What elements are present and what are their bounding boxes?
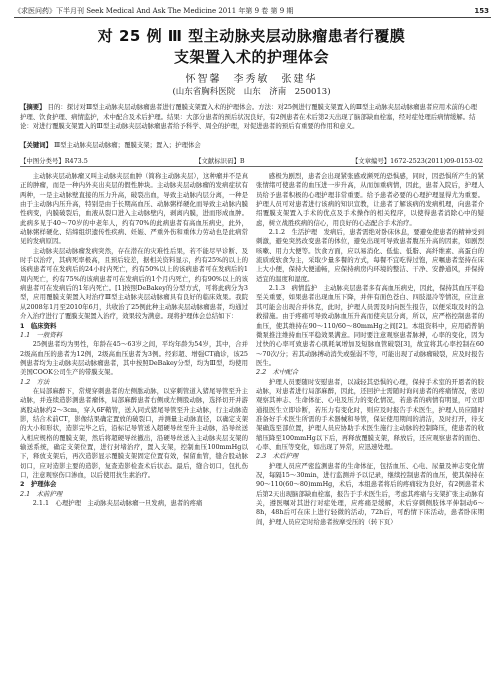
body-column-left <box>20 172 248 508</box>
section-heading: 2.1 术前护理 <box>20 489 63 498</box>
article-title-line-1: 对 25 例 Ⅲ 型主动脉夹层动脉瘤患者行覆膜 <box>97 27 406 45</box>
body-paragraph: 2.1.2 生活护理 发病后，患者需绝对卧床休息，要避免使患者的精神受到刺激，避免突然改变患者的体位，避免出现可导致患者腹压升高的因素，如剧烈咳嗽、用力大便等。饮食方面，应以易消化、低盐、低脂、高纤维素、高蛋白的流质或软食为主，采取少量多餐的方式，每餐不宜吃得过饱，应嘱患者坚持在床上大小便，保持大便通畅，应保持病房内环境的整洁、干净、安静通风，并保持适宜的温度和湿度。 <box>256 228 484 283</box>
journal-name: 《求医问药》下半月刊 Seek Medical And Ask The Medicine 2011 年第 9 卷 第 9 期 <box>14 7 294 15</box>
body-paragraph: 感极为剧烈，患者会出现紧张感或濒死的恐惧感，同时，因恐惧所产生的紧张情绪可使患者的血压进一步升高，从而加重病情，因此，患者入院后，护理人员给予患者积极的心理护理非常重要。给予患者必要的心理护理显得尤为重要。护理人员可对患者进行该病的知识宣教，让患者了解该病的发病机理，向患者介绍覆膜支架置入手术的优点及手术操作的相关程序，以使得患者消除心中的疑虑，树立战胜疾病的信心，用良好的心态配合手术治疗。 <box>256 172 484 227</box>
class-number: 【中图分类号】R473.5 <box>20 157 88 165</box>
running-header <box>14 5 491 18</box>
section-heading: 2.2 术中配合 <box>256 368 299 377</box>
keywords-label: 【关键词】 <box>20 141 52 149</box>
body-paragraph: 护理人员要随时安慰患者，以减轻其恐惧的心理，保持手术室的开恩者的胶动脉，对患者进行局部麻醉，因此，还回护士需随时询问患者的疼痛情况，密切观察其神志、生命体征、心电及压力的变化情况，若患者的病情有明显，可立即通报医生立即诊断，若压力有变化时，则应及时报告手术医生，护理人员应随时准备好手术医生所需的手术器械和导管，保证使用期间的清洁，及时打开，待支架确选至部位置，护理人员应协助手术医生施行主动脉的控制降压，使患者的收缩压降至100mmHg以下后，再释放覆膜支架，释放后，还应观察患者的面色、心率、血压等变化，如出现了异常，应迅速处理。 <box>256 377 484 451</box>
body-paragraph: 2.1.3 病情监护 主动脉夹层患者多有高血压病史，因此，保持其血压平稳至关重要，如果患者出现血压下降，并伴有面色苍白、四肢湿冷等情况，应注意其可能会出现合并休克，此时，护理人员需及时向医生报告，以便采取及时的急救措施。由于疼痛可导致动脉血压升高而使夹层分离，所以，应严格控制患者的血压，使其维持在90～110/60～80mmHg之间[2]。本组资料中，应用硝普钠微泵推注维持血压平稳效果满意。同时要注意观察患者脉搏，心率的变化，因为过快的心率可致患者心肌耗氧增加及短脉血管破裂[3]，故宜将其心率控制在60～70次/分；若其动脉搏动消失或强弱不等，可能出现了动脉瘤破裂，应及时报告医生。 <box>256 284 484 367</box>
section-heading: 2 护理体会 <box>20 480 57 489</box>
article-title-line-2: 支架置入术的护理体会 <box>173 48 329 66</box>
classification-row <box>20 156 483 165</box>
document-code: 【文献标识码】B <box>195 157 245 165</box>
body-paragraph: 25例患者均为男性，年龄在45～63岁之间，平均年龄为54岁，其中，合并2级高血压的患者为12例，2级高血压患者为3例。经彩超、增强CT确诊，该25例患者均为主动脉夹层动脉瘤患者，其中按照DeBakey分型，均为Ⅲ型，均使用美国COOK公司生产的带膜支架。 <box>20 340 248 377</box>
body-column-right <box>256 172 484 527</box>
divider-rule <box>20 166 483 167</box>
abstract <box>20 103 483 132</box>
body-paragraph: 主动脉夹层动脉瘤又叫主动脉夹层血肿（简称主动脉夹层），这种瘤并不是真正的肿瘤，而是一种内外夹出夹层的假性肿块。主动脉夹层动脉瘤的发病症状有两种，一是主动脉壁直接的压力升高，破裂出血，导致主动脉内层分离，一种是由于主动脉内压升高，特别是由于长期高血压、动脉粥样硬化而导致主动脉内膜性病变，内膜破裂后，血液从裂口进入主动脉壁内，剥离内膜，进而形成血肿。此病多见于40～70岁的中老年人，约有70%的此病患者有高血压病史，此外，动脉粥样硬化、结缔组织遗传性疾病、妊娠、严重外伤和重体力劳动也是此病常见的发病原因。 <box>20 172 248 246</box>
page-number: 153 <box>474 7 489 15</box>
author-list: 怀智馨 李秀敏 张建华 <box>185 74 318 85</box>
section-heading: 2.3 术后护理 <box>256 452 299 461</box>
abstract-text: 目的：探讨对Ⅲ型主动脉夹层动脉瘤患者进行覆膜支架置入术的护理体会。方法：对25例进行覆膜支架置入的Ⅲ型主动脉夹层动脉瘤患者应用术前的心理护理、饮食护理、病情监护，术中配合及术后护理。结果：大部分患者的预后状况良好，有2例患者在术后第2天出现了脑部缺血栓塞，经对症处理后病情缓解。结论：对进行覆膜支架置入的Ⅲ型主动脉夹层动脉瘤患者给予科学、周全的护理，对促进患者的预后有重要的作用和意义。 <box>20 103 478 131</box>
author-affiliation: (山东省胸科医院 山东 济南 250013) <box>172 87 331 97</box>
section-heading: 1.1 一般资料 <box>20 330 63 339</box>
article-number: 【文章编号】1672-2523(2011)09-0153-02 <box>351 157 483 165</box>
keywords-text: Ⅲ型主动脉夹层动脉瘤；覆膜支架；置入；护理体会 <box>54 141 201 149</box>
body-paragraph: 在局部麻醉下，常规穿刺患者的左侧肱动脉，以穿刺管道入猪尾导管至升主动脉，并连续造影测患者瘤体，局部麻醉患者右侧或左侧股动脉，选择切开并游离股动脉约2～3cm，穿入6F鞘管，送入同式猪尾导管至升主动脉，行主动脉造影，结合术前CT，影像结果确定置放的破裂口，并测量主动脉直径，以确定支架的大小和形状，造影完毕之后，沿标记导管送入超硬导丝至升主动脉，沿导丝送入相应规格的覆膜支架，然后将超硬导丝撤出，沿硬导丝送入主动脉夹层支架的输送系统，确定支架位置，进行封堵治疗，置入支架，控制血压100mmHg以下，释放支架后，再次造影显示覆膜支架固定位置有效，保留血管，缝合股动脉切口，应对造影主要的造影，复查造影检查术后状态。最后，缝合切口，包扎伤口，注意观察伤口渗血，以后使用抗生素治疗。 <box>20 386 248 479</box>
section-heading: 1 临床资料 <box>20 321 57 330</box>
keywords <box>20 141 483 151</box>
body-paragraph: 护理人员应严密监测患者的生命体征，包括血压、心电、尿量及神志变化情况，每隔15～30min，进行监测并予以记录，继续控制患者的血压，使其保持在90～110(60～80)mmHg，术后，本组患者将后的疼痛较为良好，有2例患者术后第2天出现脑部缺血栓塞，报告于手术医生后，考虑其疼痛与支架扩张主动脉有关，遵医嘱对其进行对症处理，应疼痛是缓解，术后穿刺侧肢体平伸制动6～8h，48h后可在床上进行轻微的活动，72h后，可酌情下床活动，患者卧床期间，护理人员应定时给患者按摩受压的（转下页） <box>256 461 484 526</box>
body-paragraph: 2.1.1 心理护理 主动脉夹层动脉瘤一旦发病，患者的疼痛 <box>32 499 203 508</box>
body-paragraph: 主动脉夹层动脉瘤发病突然，存在潜在的灾难性后果，若不能尽早诊断、及时手以治疗，其病死率极高，且预后较差，据相关资料显示，约有25%的以上的该病患者可在发病后的24小时内死亡，约有50%以上的该病患者可在发病后的1周内死亡，约有75%的该病患者可在发病后的1个月内死亡，约有90%以上的该病患者可在发病后的1年内死亡。[1]按照DeBakey的分型方式，可将此病分为3型，应用覆膜支架置入对治疗Ⅲ型主动脉夹层动脉瘤具有良好的临床效果。我院从2008年1月至2010年6月，共收治了25例此种主动脉夹层动脉瘤患者，均通过介入治疗进行了覆膜支架置入治疗，效果较为满意。现将护理体会总结如下： <box>20 246 248 321</box>
section-heading: 1.2 方法 <box>20 377 50 386</box>
abstract-label: 【摘要】 <box>20 103 46 111</box>
